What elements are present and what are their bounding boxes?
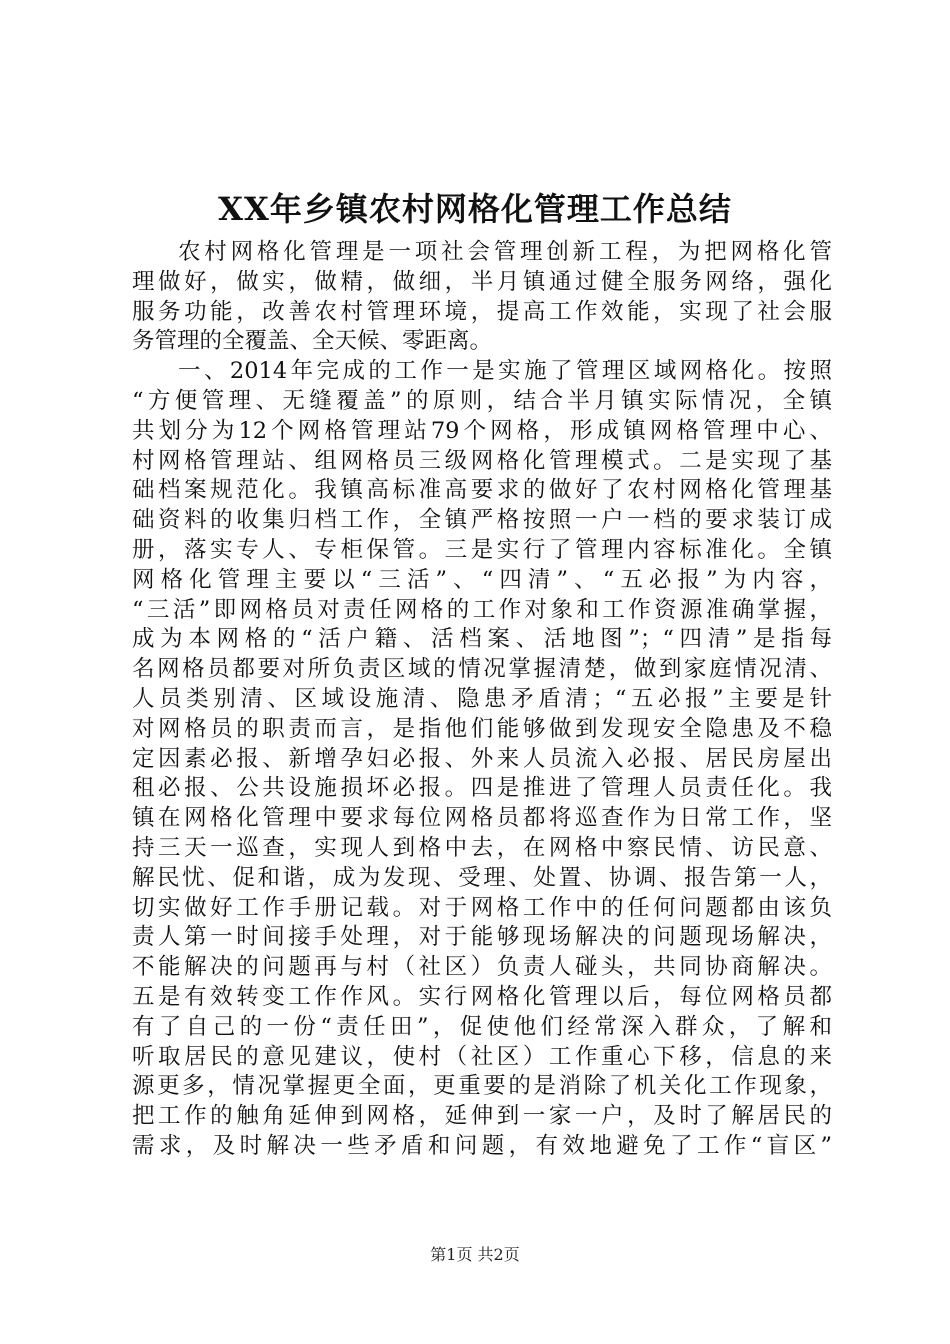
text-line: 源更多，情况掌握更全面，更重要的是消除了机关化工作现象， (132, 1073, 832, 1100)
text-line: 租必报、公共设施损坏必报。四是推进了管理人员责任化。我 (132, 775, 832, 802)
text-line: 听取居民的意见建议，使村（社区）工作重心下移，信息的来 (132, 1043, 832, 1070)
text-line: 础资料的收集归档工作，全镇严格按照一户一档的要求装订成 (132, 507, 832, 534)
text-line: 务管理的全覆盖、全天候、零距离。 (132, 328, 493, 355)
text-line: 不能解决的问题再与村（社区）负责人碰头，共同协商解决。 (132, 954, 832, 981)
text-line: 理做好，做实，做精，做细，半月镇通过健全服务网络，强化 (132, 268, 832, 295)
text-line: 共划分为12个网格管理站79个网格，形成镇网格管理中心、 (132, 417, 832, 444)
text-line: 人员类别清、区域设施清、隐患矛盾清；“五必报”主要是针 (132, 685, 832, 712)
text-line: 持三天一巡查，实现人到格中去，在网格中察民情、访民意、 (132, 834, 832, 861)
text-line: 村网格管理站、组网格员三级网格化管理模式。二是实现了基 (132, 447, 832, 474)
text-line: “三活”即网格员对责任网格的工作对象和工作资源准确掌握， (132, 596, 832, 623)
page-footer: 第1页 共2页 (430, 1245, 520, 1264)
text-line: 五是有效转变工作作风。实行网格化管理以后，每位网格员都 (132, 983, 832, 1010)
text-line: 册，落实专人、专柜保管。三是实行了管理内容标准化。全镇 (132, 536, 832, 563)
text-line: 础档案规范化。我镇高标准高要求的做好了农村网格化管理基 (132, 477, 832, 504)
text-line: 服务功能，改善农村管理环境，提高工作效能，实现了社会服 (132, 298, 832, 325)
text-line: 网格化管理主要以“三活”、“四清”、“五必报”为内容， (132, 566, 832, 593)
text-line: “方便管理、无缝覆盖”的原则，结合半月镇实际情况，全镇 (132, 387, 832, 414)
text-line: 有了自己的一份“责任田”，促使他们经常深入群众，了解和 (132, 1013, 832, 1040)
text-line: 责人第一时间接手处理，对于能够现场解决的问题现场解决， (132, 924, 832, 951)
text-line: 需求，及时解决一些矛盾和问题，有效地避免了工作“盲区” (132, 1132, 832, 1159)
text-line: 名网格员都要对所负责区域的情况掌握清楚，做到家庭情况清、 (132, 656, 832, 683)
text-line: 镇在网格化管理中要求每位网格员都将巡查作为日常工作，坚 (132, 805, 832, 832)
document-body (132, 238, 832, 1162)
text-line: 把工作的触角延伸到网格，延伸到一家一户，及时了解居民的 (132, 1103, 832, 1130)
paragraph-section-one (132, 357, 832, 1162)
text-line: 农村网格化管理是一项社会管理创新工程，为把网格化管 (178, 239, 832, 265)
text-line: 解民忧、促和谐，成为发现、受理、处置、协调、报告第一人， (132, 864, 832, 891)
text-line: 成为本网格的“活户籍、活档案、活地图”；“四清”是指每 (132, 626, 832, 653)
text-line: 定因素必报、新增孕妇必报、外来人员流入必报、居民房屋出 (132, 745, 832, 772)
paragraph-intro (132, 238, 832, 357)
text-line: 切实做好工作手册记载。对于网格工作中的任何问题都由该负 (132, 894, 832, 921)
text-line: 一、2014年完成的工作一是实施了管理区域网格化。按照 (178, 358, 832, 385)
document-title: XX年乡镇农村网格化管理工作总结 (218, 190, 732, 228)
text-line: 对网格员的职责而言，是指他们能够做到发现安全隐患及不稳 (132, 715, 832, 742)
